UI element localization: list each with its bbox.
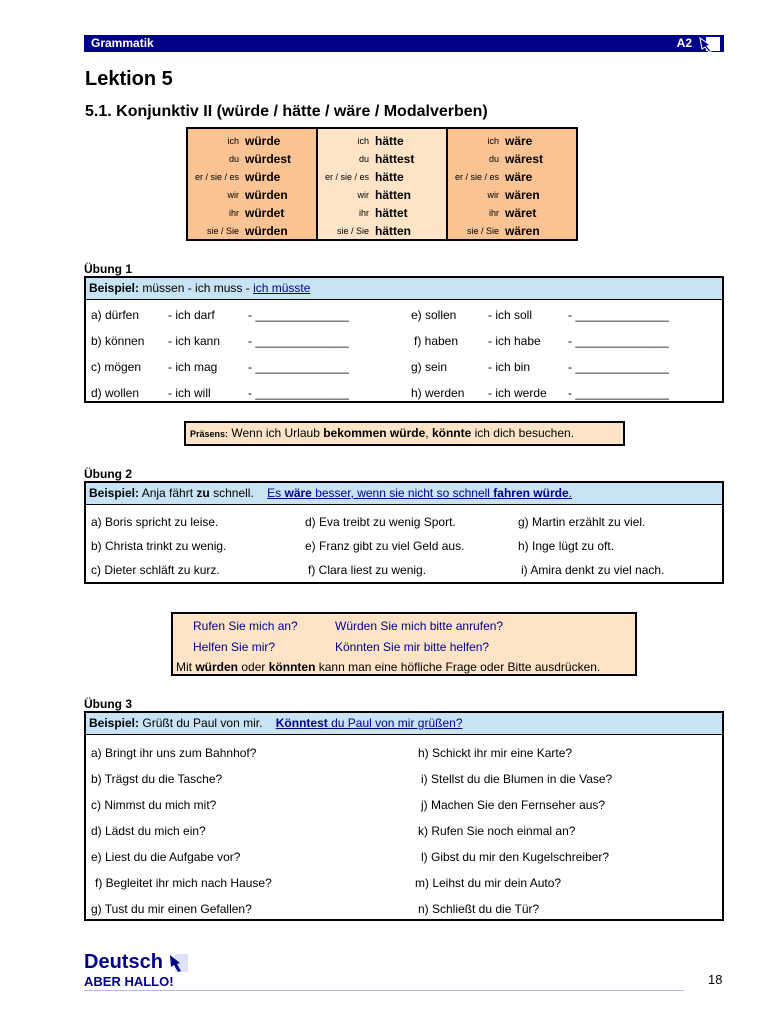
answer-part: Es — [267, 486, 282, 500]
conjugation-column-waere — [446, 129, 576, 239]
pronoun: er / sie / es — [324, 172, 369, 182]
verb-form: wäre — [505, 170, 533, 184]
footer-divider — [84, 990, 684, 991]
verb-form: würdest — [245, 152, 292, 166]
conj-row — [448, 186, 576, 204]
conj-row — [318, 186, 446, 204]
answer-blank[interactable]: - ______________ — [248, 334, 349, 348]
pronoun: ihr — [488, 208, 499, 218]
list-item: m) Leihst du mir dein Auto? — [415, 876, 562, 890]
page-number: 18 — [708, 972, 723, 987]
pronoun: du — [228, 154, 239, 164]
item-present: - ich mag — [168, 360, 218, 374]
note-bold: könnte — [431, 426, 472, 440]
verb-form: würde — [245, 170, 281, 184]
pronoun: du — [488, 154, 499, 164]
list-item: c) Dieter schläft zu kurz. — [91, 563, 220, 577]
example-label: Beispiel: — [89, 716, 140, 730]
note-text: , — [425, 426, 429, 440]
conj-row — [318, 132, 446, 150]
verb-form: hätten — [375, 224, 411, 238]
answer-blank[interactable]: - ______________ — [568, 386, 669, 400]
logo-arrow-icon — [698, 36, 722, 52]
answer-blank[interactable]: - ______________ — [248, 308, 349, 322]
list-item: f) haben — [414, 334, 459, 348]
example-label: Beispiel: — [89, 486, 140, 500]
verb-form: wären — [505, 224, 540, 238]
verb-form: wärest — [505, 152, 544, 166]
conj-row — [448, 204, 576, 222]
pronoun: wir — [227, 190, 239, 200]
list-item — [91, 360, 141, 374]
footer-logo-text: Deutsch — [84, 951, 163, 973]
list-item: e) Liest du die Aufgabe vor? — [91, 850, 241, 864]
answer-blank[interactable]: - ______________ — [568, 334, 669, 348]
pronoun: sie / Sie — [466, 226, 499, 236]
note-text: Wenn ich Urlaub — [231, 426, 320, 440]
item-verb: d) wollen — [91, 386, 140, 400]
list-item: b) Christa trinkt zu wenig. — [91, 539, 227, 553]
note-question: Rufen Sie mich an? — [193, 619, 298, 633]
conj-row — [318, 204, 446, 222]
conj-row — [188, 222, 316, 240]
list-item: h) Schickt ihr mir eine Karte? — [418, 746, 573, 760]
note-polite-form: Könnten Sie mir bitte helfen? — [335, 640, 490, 654]
list-item: g) Martin erzählt zu viel. — [518, 515, 646, 529]
list-item: d) Eva treibt zu wenig Sport. — [305, 515, 456, 529]
list-item: l) Gibst du mir den Kugelschreiber? — [421, 850, 610, 864]
exercise-3-label: Übung 3 — [84, 697, 132, 711]
conj-row — [448, 132, 576, 150]
pronoun: er / sie / es — [454, 172, 499, 182]
pronoun: ich — [357, 136, 369, 146]
answer-part: du Paul von mir grüßen? — [331, 716, 463, 730]
verb-form: wäret — [505, 206, 537, 220]
page-title: Lektion 5 — [85, 68, 173, 90]
item-verb: c) mögen — [91, 360, 142, 374]
answer-bold: wäre — [284, 486, 312, 500]
example-bold: zu — [196, 486, 210, 500]
list-item: a) Boris spricht zu leise. — [91, 515, 219, 529]
conj-row — [318, 222, 446, 240]
list-item: h) werden — [411, 386, 465, 400]
conj-row — [448, 222, 576, 240]
item-verb: a) dürfen — [91, 308, 140, 322]
list-item: d) Lädst du mich ein? — [91, 824, 206, 838]
item-present: - ich will — [168, 386, 211, 400]
example-answer: ich müsste — [253, 281, 311, 295]
list-item — [91, 334, 144, 348]
list-item: k) Rufen Sie noch einmal an? — [418, 824, 576, 838]
pronoun: du — [358, 154, 369, 164]
list-item: i) Amira denkt zu viel nach. — [521, 563, 665, 577]
pronoun: sie / Sie — [206, 226, 239, 236]
list-item: e) Franz gibt zu viel Geld aus. — [305, 539, 465, 553]
item-present: - ich bin — [488, 360, 531, 374]
pronoun: ihr — [228, 208, 239, 218]
praesens-label: Präsens: — [190, 429, 229, 439]
item-present: - ich habe — [488, 334, 541, 348]
conjugation-column-haette — [316, 129, 446, 239]
example-answer — [267, 486, 572, 500]
example-answer — [276, 716, 463, 730]
answer-blank[interactable]: - ______________ — [568, 360, 669, 374]
pronoun: wir — [357, 190, 369, 200]
note-bold: würden — [195, 660, 239, 674]
note-bold: könnten — [268, 660, 316, 674]
conj-row — [318, 150, 446, 168]
pronoun: sie / Sie — [336, 226, 369, 236]
verb-form: hätten — [375, 188, 411, 202]
verb-form: hättest — [375, 152, 415, 166]
note-text: Mit — [176, 660, 192, 674]
footer-logo-arrow-icon — [168, 952, 190, 976]
answer-part: . — [568, 486, 572, 500]
note-text: oder — [241, 660, 266, 674]
pronoun: ich — [487, 136, 499, 146]
header-level-label: A2 — [676, 36, 692, 50]
conj-row — [448, 168, 576, 186]
verb-form: hättet — [375, 206, 408, 220]
example-text: schnell. — [213, 486, 254, 500]
pronoun: wir — [487, 190, 499, 200]
example-row — [86, 278, 722, 300]
pronoun: ihr — [358, 208, 369, 218]
list-item: i) Stellst du die Blumen in die Vase? — [421, 772, 613, 786]
verb-form: wären — [505, 188, 540, 202]
example-row — [86, 483, 722, 505]
list-item: b) Trägst du die Tasche? — [91, 772, 223, 786]
answer-blank[interactable]: - ______________ — [248, 360, 349, 374]
conj-row — [188, 186, 316, 204]
example-text: müssen - ich muss - — [142, 281, 250, 295]
conj-row — [318, 168, 446, 186]
exercise-2-label: Übung 2 — [84, 467, 132, 481]
header-bar — [84, 35, 724, 52]
conjugation-column-wuerde — [188, 129, 316, 239]
list-item: f) Clara liest zu wenig. — [308, 563, 427, 577]
conj-row — [188, 150, 316, 168]
note-text: ich dich besuchen. — [474, 426, 575, 440]
conj-row — [188, 168, 316, 186]
answer-blank[interactable]: - ______________ — [568, 308, 669, 322]
exercise-1-box — [84, 276, 724, 403]
praesens-note — [184, 421, 625, 446]
item-present: - ich soll — [488, 308, 533, 322]
answer-bold: fahren würde — [493, 486, 569, 500]
list-item: n) Schließt du die Tür? — [418, 902, 540, 916]
verb-form: würden — [245, 188, 288, 202]
exercise-3-box — [84, 711, 724, 921]
item-verb: b) können — [91, 334, 145, 348]
list-item: g) Tust du mir einen Gefallen? — [91, 902, 252, 916]
header-section-label: Grammatik — [91, 36, 154, 50]
verb-form: würdet — [245, 206, 285, 220]
polite-request-note — [171, 612, 637, 676]
example-label: Beispiel: — [89, 281, 140, 295]
verb-form: würde — [245, 134, 281, 148]
verb-form: würden — [245, 224, 288, 238]
example-text: Grüßt du Paul von mir. — [142, 716, 263, 730]
list-item: a) Bringt ihr uns zum Bahnhof? — [91, 746, 257, 760]
answer-blank[interactable]: - ______________ — [248, 386, 349, 400]
list-item: g) sein — [411, 360, 448, 374]
exercise-2-box — [84, 481, 724, 584]
pronoun: er / sie / es — [194, 172, 239, 182]
verb-form: hätte — [375, 170, 404, 184]
section-title: 5.1. Konjunktiv II (würde / hätte / wäre / Modalverben) — [85, 103, 488, 120]
item-present: - ich kann — [168, 334, 221, 348]
note-question: Helfen Sie mir? — [193, 640, 276, 654]
pronoun: ich — [227, 136, 239, 146]
verb-form: wäre — [505, 134, 533, 148]
list-item: c) Nimmst du mich mit? — [91, 798, 217, 812]
note-bold: bekommen würde — [323, 426, 426, 440]
item-present: - ich werde — [488, 386, 547, 400]
item-present: - ich darf — [168, 308, 215, 322]
conj-row — [188, 204, 316, 222]
note-text: kann man eine höfliche Frage oder Bitte ausdrücken. — [318, 660, 601, 674]
verb-form: hätte — [375, 134, 404, 148]
list-item: j) Machen Sie den Fernseher aus? — [421, 798, 606, 812]
list-item: h) Inge lügt zu oft. — [518, 539, 615, 553]
list-item — [91, 308, 139, 322]
conj-row — [188, 132, 316, 150]
conj-row — [448, 150, 576, 168]
note-explanation — [176, 660, 600, 674]
list-item: f) Begleitet ihr mich nach Hause? — [95, 876, 272, 890]
note-polite-form: Würden Sie mich bitte anrufen? — [335, 619, 504, 633]
list-item: e) sollen — [411, 308, 457, 322]
list-item — [91, 386, 139, 400]
example-text: Anja fährt — [141, 486, 194, 500]
footer-logo-slogan: ABER HALLO! — [84, 974, 174, 989]
conjugation-table — [186, 127, 578, 241]
answer-part: besser, wenn sie nicht so schnell — [315, 486, 490, 500]
example-row — [86, 713, 722, 735]
answer-bold: Könntest — [275, 716, 328, 730]
exercise-1-label: Übung 1 — [84, 262, 132, 276]
